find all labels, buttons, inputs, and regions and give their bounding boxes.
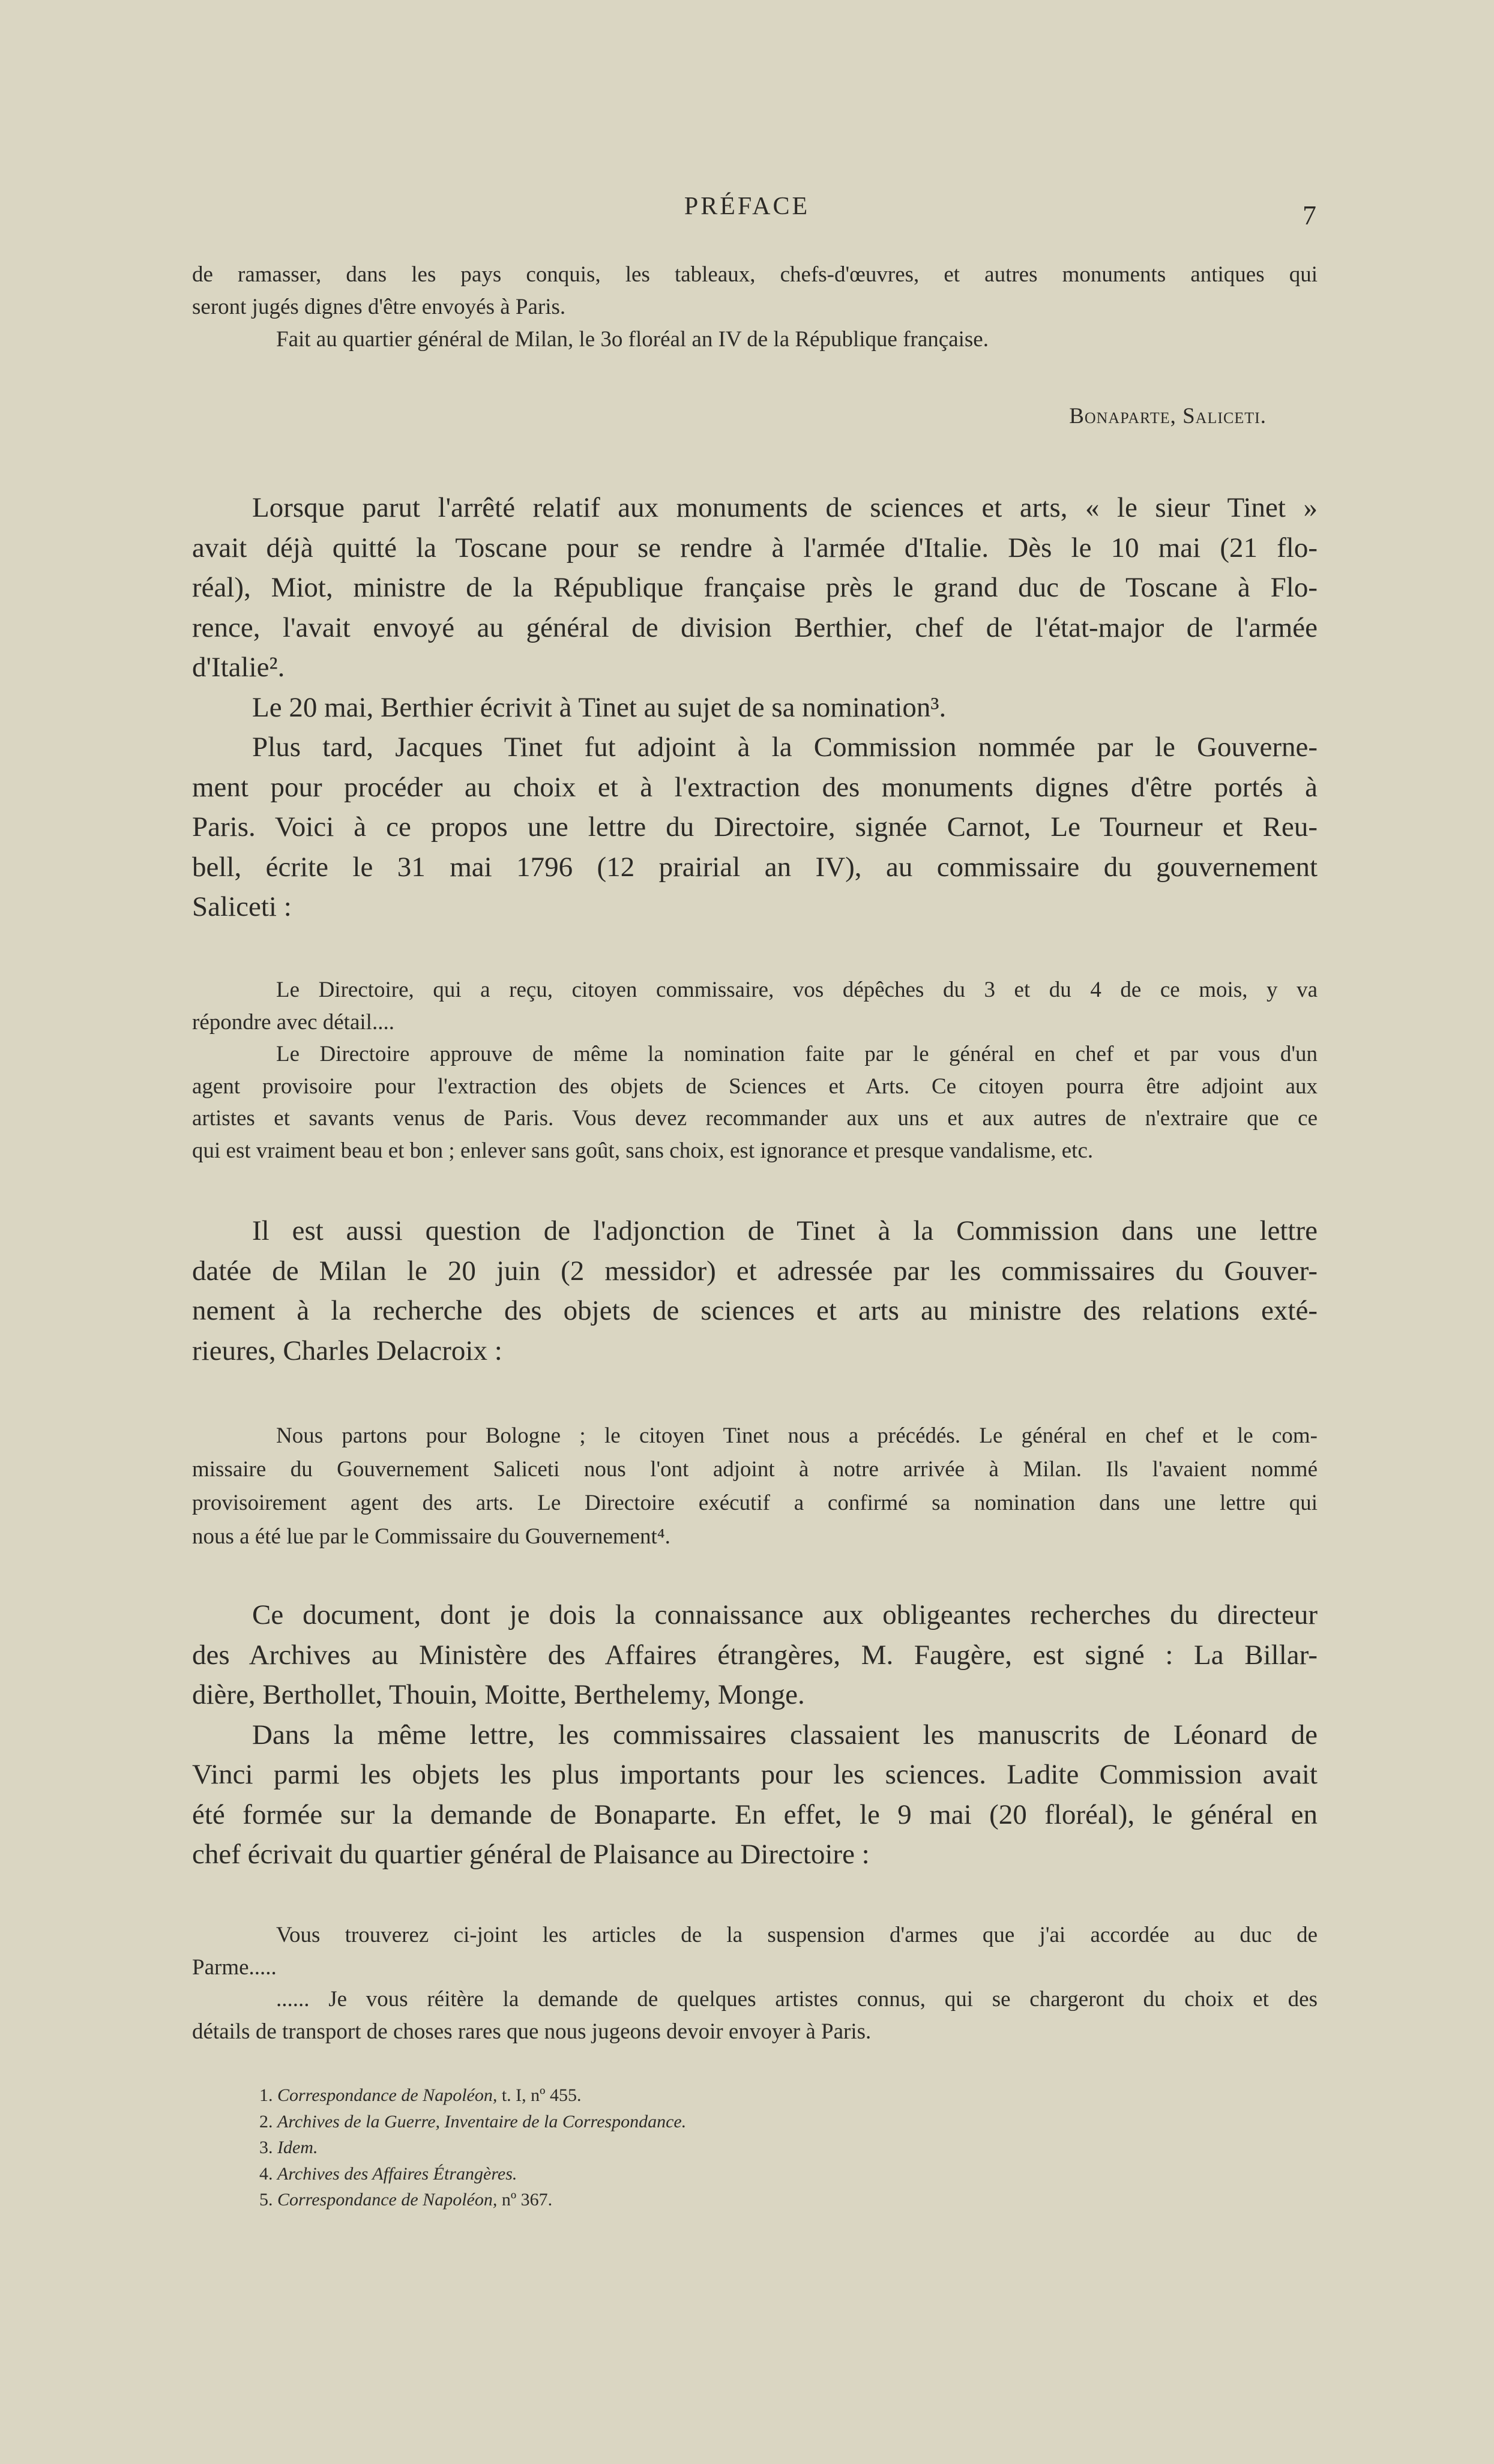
text-line: répondre avec détail.... bbox=[192, 1009, 394, 1035]
paragraph bbox=[192, 323, 1318, 356]
running-header-title: PRÉFACE bbox=[684, 193, 810, 220]
text-line: Vous trouverez ci-joint les articles de la suspension d'armes que j'ai accordée au duc de bbox=[276, 1923, 1318, 1947]
text-line: Saliceti : bbox=[192, 891, 292, 922]
quotation-bonaparte bbox=[192, 1919, 1318, 2048]
paragraph bbox=[192, 1038, 1318, 1167]
quotation-directoire bbox=[192, 974, 1318, 1167]
text-line: agent provisoire pour l'extraction des objets de Sciences et Arts. Ce citoyen pourra être adjoint aux bbox=[192, 1074, 1318, 1099]
text-line: seront jugés dignes d'être envoyés à Paris. bbox=[192, 295, 566, 319]
paragraph bbox=[192, 727, 1318, 927]
text-line: rence, l'avait envoyé au général de division Berthier, chef de l'état-major de l'armée bbox=[192, 611, 1318, 643]
body-text-3 bbox=[192, 1595, 1318, 1875]
text-line: ment pour procéder au choix et à l'extraction des monuments dignes d'être portés à bbox=[192, 771, 1318, 803]
paragraph bbox=[192, 1715, 1318, 1875]
body-text-1 bbox=[192, 488, 1318, 927]
text-line: qui est vraiment beau et bon ; enlever sans goût, sans choix, est ignorance et presque vandalisme, etc. bbox=[192, 1138, 1094, 1163]
footnote-num: 1. bbox=[259, 2085, 273, 2105]
text-line: Vinci parmi les objets les plus importants pour les sciences. Ladite Commission avait bbox=[192, 1759, 1318, 1790]
footnotes bbox=[259, 2082, 686, 2213]
footnote bbox=[259, 2135, 686, 2161]
text-line: Plus tard, Jacques Tinet fut adjoint à la Commission nommée par le Gouverne- bbox=[252, 732, 1318, 763]
paragraph bbox=[192, 1211, 1318, 1371]
text-line: été formée sur la demande de Bonaparte. En effet, le 9 mai (20 floréal), le général en bbox=[192, 1798, 1318, 1830]
page-number: 7 bbox=[1303, 200, 1316, 230]
text-line: de ramasser, dans les pays conquis, les tableaux, chefs-d'œuvres, et autres monuments antiques qui bbox=[192, 262, 1318, 287]
text-line: ...... Je vous réitère la demande de quelques artistes connus, qui se chargeront du choix et des bbox=[276, 1987, 1318, 2012]
text-line: Ce document, dont je dois la connaissance aux obligeantes recherches du directeur bbox=[252, 1599, 1318, 1630]
text-line: détails de transport de choses rares que nous jugeons devoir envoyer à Paris. bbox=[192, 2019, 872, 2044]
text-line: Fait au quartier général de Milan, le 3o floréal an IV de la République française. bbox=[276, 327, 989, 352]
text-line: Nous partons pour Bologne ; le citoyen Tinet nous a précédés. Le général en chef et le com- bbox=[276, 1423, 1318, 1448]
text-line: avait déjà quitté la Toscane pour se rendre à l'armée d'Italie. Dès le 10 mai (21 flo- bbox=[192, 532, 1318, 563]
footnote-num: 5. bbox=[259, 2190, 273, 2210]
paragraph bbox=[192, 688, 1318, 728]
text-line: d'Italie². bbox=[192, 652, 285, 683]
text-line: Il est aussi question de l'adjonction de Tinet à la Commission dans une lettre bbox=[252, 1215, 1318, 1246]
footnote-title: Idem. bbox=[277, 2138, 318, 2157]
footnote-title: Archives des Affaires Étrangères. bbox=[277, 2163, 517, 2184]
text-line: provisoirement agent des arts. Le Directoire exécutif a confirmé sa nomination dans une lettre qui bbox=[192, 1491, 1318, 1515]
paragraph bbox=[192, 1419, 1318, 1554]
text-line: Le 20 mai, Berthier écrivit à Tinet au sujet de sa nomination³. bbox=[252, 691, 947, 723]
footnote-title: Correspondance de Napoléon, bbox=[277, 2190, 498, 2210]
footnote bbox=[259, 2082, 686, 2109]
paragraph bbox=[192, 1919, 1318, 1983]
footnote-title: Archives de la Guerre, Inventaire de la Correspondance. bbox=[277, 2111, 687, 2132]
text-line: rieures, Charles Delacroix : bbox=[192, 1335, 502, 1366]
text-line: artistes et savants venus de Paris. Vous devez recommander aux uns et aux autres de n'extraire que ce bbox=[192, 1106, 1318, 1131]
text-line: datée de Milan le 20 juin (2 messidor) et adressée par les commissaires du Gouver- bbox=[192, 1255, 1318, 1287]
text-line: Paris. Voici à ce propos une lettre du Directoire, signée Carnot, Le Tourneur et Reu- bbox=[192, 811, 1318, 843]
footnote bbox=[259, 2109, 686, 2135]
paragraph bbox=[192, 1595, 1318, 1715]
text-line: Le Directoire, qui a reçu, citoyen commissaire, vos dépêches du 3 et du 4 de ce mois, y va bbox=[276, 978, 1318, 1002]
paragraph bbox=[192, 488, 1318, 688]
footnote-num: 4. bbox=[259, 2163, 273, 2184]
text-line: missaire du Gouvernement Saliceti nous l'ont adjoint à notre arrivée à Milan. Ils l'avaient nommé bbox=[192, 1457, 1318, 1482]
text-line: Dans la même lettre, les commissaires classaient les manuscrits de Léonard de bbox=[252, 1719, 1318, 1750]
text-line: Lorsque parut l'arrêté relatif aux monuments de sciences et arts, « le sieur Tinet » bbox=[252, 492, 1318, 523]
footnote bbox=[259, 2161, 686, 2187]
text-line: chef écrivait du quartier général de Plaisance au Directoire : bbox=[192, 1839, 870, 1870]
footnote-rest: t. I, nº 455. bbox=[497, 2085, 582, 2105]
text-line: bell, écrite le 31 mai 1796 (12 prairial an IV), au commissaire du gouvernement bbox=[192, 851, 1318, 883]
text-line: dière, Berthollet, Thouin, Moitte, Berthelemy, Monge. bbox=[192, 1679, 805, 1710]
footnote-title: Correspondance de Napoléon, bbox=[277, 2085, 498, 2105]
paragraph bbox=[192, 259, 1318, 323]
signature: Bonaparte, Saliceti. bbox=[1069, 404, 1267, 428]
footnote bbox=[259, 2187, 686, 2213]
footnote-rest: nº 367. bbox=[497, 2190, 553, 2210]
quotation-commissaires bbox=[192, 1419, 1318, 1554]
decree-excerpt bbox=[192, 259, 1318, 356]
text-line: Parme..... bbox=[192, 1955, 277, 1980]
text-line: nement à la recherche des objets de sciences et arts au ministre des relations exté- bbox=[192, 1295, 1318, 1326]
text-line: nous a été lue par le Commissaire du Gouvernement⁴. bbox=[192, 1524, 670, 1549]
text-line: Le Directoire approuve de même la nomination faite par le général en chef et par vous d'un bbox=[276, 1042, 1318, 1066]
body-text-2 bbox=[192, 1211, 1318, 1371]
paragraph bbox=[192, 974, 1318, 1038]
paragraph bbox=[192, 1983, 1318, 2048]
footnote-num: 3. bbox=[259, 2138, 273, 2157]
text-line: des Archives au Ministère des Affaires étrangères, M. Faugère, est signé : La Billar- bbox=[192, 1639, 1318, 1671]
text-line: réal), Miot, ministre de la République française près le grand duc de Toscane à Flo- bbox=[192, 572, 1318, 603]
footnote-num: 2. bbox=[259, 2111, 273, 2132]
